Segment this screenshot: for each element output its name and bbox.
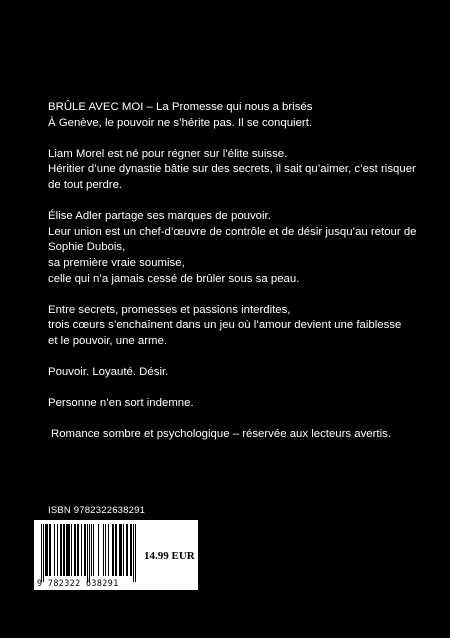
barcode-bar bbox=[126, 524, 127, 576]
barcode-bar bbox=[74, 524, 75, 576]
blurb bbox=[48, 100, 428, 459]
barcode-bar bbox=[121, 524, 122, 576]
barcode-bar bbox=[93, 524, 94, 576]
blurb-line: À Genève, le pouvoir ne s’hérite pas. Il se conquiert. bbox=[48, 116, 313, 129]
barcode-bar bbox=[133, 524, 134, 582]
blurb-line: Pouvoir. Loyauté. Désir. bbox=[48, 366, 169, 379]
barcode-bar bbox=[45, 524, 46, 576]
blurb-line: Sophie Dubois, bbox=[48, 241, 126, 254]
blurb-line: Liam Morel est né pour régner sur l’élite suisse. bbox=[48, 147, 288, 160]
blurb-line: Héritier d’une dynastie bâtie sur des secrets, il sait qu’aimer, c’est risquer bbox=[48, 163, 416, 176]
blurb-line: et le pouvoir, une arme. bbox=[48, 334, 168, 347]
barcode-bar bbox=[89, 524, 90, 582]
blurb-line: trois cœurs s’enchaînent dans un jeu où l’amour devient une faiblesse bbox=[48, 319, 402, 332]
barcode-bar bbox=[43, 524, 44, 582]
barcode-bar bbox=[112, 524, 113, 576]
barcode-bar bbox=[85, 524, 86, 576]
barcode-bar bbox=[135, 524, 136, 582]
barcode-bar bbox=[105, 524, 106, 576]
barcode-bar bbox=[54, 524, 55, 576]
barcode-bar bbox=[127, 524, 128, 576]
blurb-paragraph-genre bbox=[48, 427, 428, 443]
barcode-bar bbox=[120, 524, 121, 576]
blurb-line: BRÛLE AVEC MOI – La Promesse qui nous a brisés bbox=[48, 101, 313, 113]
barcode-bar bbox=[57, 524, 58, 576]
barcode-bar bbox=[46, 524, 47, 576]
barcode-bar bbox=[81, 524, 82, 576]
barcode-bar bbox=[67, 524, 68, 576]
barcode-bar bbox=[78, 524, 79, 576]
blurb-line: celle qui n’a jamais cessé de brûler sous sa peau. bbox=[48, 272, 300, 285]
barcode-bar bbox=[41, 524, 42, 582]
blurb-line: Leur union est un chef-d’œuvre de contrôle et de désir jusqu’au retour de bbox=[48, 225, 417, 238]
blurb-paragraph-tagline bbox=[48, 365, 428, 381]
barcode-bar bbox=[75, 524, 76, 576]
barcode-bar bbox=[60, 524, 61, 576]
barcode-bar bbox=[116, 524, 117, 576]
barcode-bar bbox=[66, 524, 67, 576]
barcode bbox=[34, 520, 140, 590]
price-label: 14.99 EUR bbox=[144, 550, 195, 562]
blurb-line: Personne n’en sort indemne. bbox=[48, 397, 194, 410]
barcode-bar bbox=[87, 524, 88, 582]
barcode-bar bbox=[119, 524, 120, 576]
barcode-bar bbox=[47, 524, 48, 576]
blurb-title-paragraph bbox=[48, 100, 428, 131]
barcode-bar bbox=[68, 524, 69, 576]
barcode-bar bbox=[131, 524, 132, 576]
barcode-bar bbox=[108, 524, 109, 576]
barcode-bar bbox=[50, 524, 51, 576]
blurb-paragraph-nobody bbox=[48, 396, 428, 412]
barcode-bar bbox=[61, 524, 62, 576]
barcode-bar bbox=[113, 524, 114, 576]
barcode-digits: 9 782322 638291 bbox=[37, 578, 119, 588]
barcode-bar bbox=[98, 524, 99, 576]
barcode-bar bbox=[130, 524, 131, 576]
barcode-bar bbox=[103, 524, 104, 576]
barcode-bar bbox=[69, 524, 70, 576]
blurb-line: sa première vraie soumise, bbox=[48, 256, 185, 269]
barcode-bar bbox=[123, 524, 124, 576]
blurb-line: de tout perdre. bbox=[48, 178, 123, 191]
barcode-bar bbox=[77, 524, 78, 576]
barcode-bar bbox=[49, 524, 50, 576]
blurb-line: Élise Adler partage ses marques de pouvoir. bbox=[48, 210, 271, 223]
blurb-paragraph-liam bbox=[48, 147, 428, 194]
barcode-bar bbox=[115, 524, 116, 576]
barcode-bar bbox=[63, 524, 64, 576]
barcode-bar bbox=[91, 524, 92, 576]
barcode-bar bbox=[64, 524, 65, 576]
blurb-line: Entre secrets, promesses et passions interdites, bbox=[48, 303, 291, 316]
price-box bbox=[140, 520, 198, 590]
blurb-paragraph-secrets bbox=[48, 303, 428, 350]
blurb-paragraph-elise bbox=[48, 209, 428, 287]
barcode-bar bbox=[71, 524, 72, 576]
barcode-bar bbox=[84, 524, 85, 576]
blurb-line: Romance sombre et psychologique – réservée aux lecteurs avertis. bbox=[51, 428, 391, 441]
isbn-label: ISBN 9782322638291 bbox=[48, 505, 146, 516]
